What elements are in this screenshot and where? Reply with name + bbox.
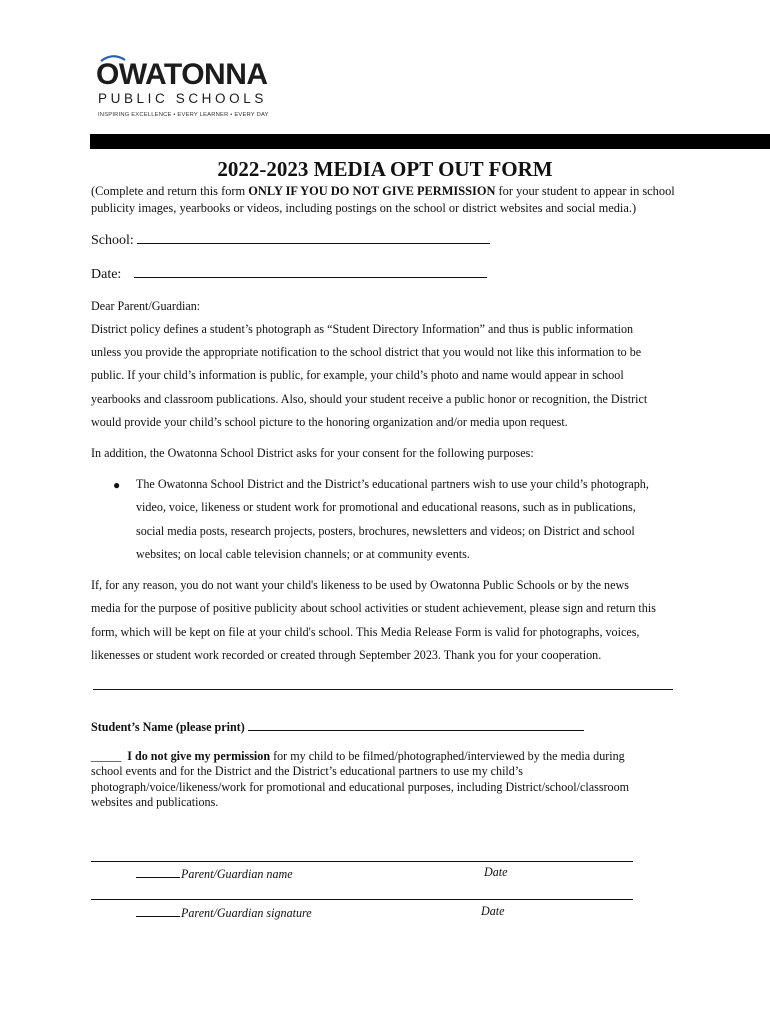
permission-line: photograph/voice/likeness/work for promotional and educational purposes, including District/school/classroom (91, 780, 630, 794)
permission-emphasis: I do not give my permission (127, 749, 271, 763)
guardian-signature-blank (136, 904, 180, 917)
form-intro: (Complete and return this form ONLY IF YOU DO NOT GIVE PERMISSION for your student to appear in school publicity images, yearbooks or videos, including postings on the school or district websites and social media.) (91, 184, 675, 215)
guardian-signature-caption: Parent/Guardian signature (136, 904, 312, 921)
guardian-name-caption: Parent/Guardian name (136, 865, 293, 882)
student-name-input-line[interactable] (248, 717, 584, 731)
school-label: School: (91, 233, 134, 248)
header-bar (90, 134, 770, 149)
release-line: form, which will be kept on file at your child's school. This Media Release Form is valid for photographs, voices, (91, 625, 640, 639)
salutation: Dear Parent/Guardian: (91, 299, 201, 313)
policy-line: would provide your child’s school picture to the honoring organization and/or media upon request. (91, 415, 568, 429)
guardian-name-blank (136, 865, 180, 878)
guardian-signature-line[interactable] (91, 899, 633, 900)
form-title: 2022-2023 MEDIA OPT OUT FORM (217, 157, 553, 181)
policy-line: District policy defines a student’s photograph as “Student Directory Information” and thus is public information (91, 322, 634, 336)
bullet-line: social media posts, research projects, posters, brochures, newsletters and videos; on District and school (136, 524, 635, 538)
permission-line: school events and for the District and the District’s educational partners to use my child’s (91, 764, 523, 778)
logo-subtitle: PUBLIC SCHOOLS (98, 91, 267, 106)
logo-name: OWATONNA (96, 58, 268, 91)
policy-line: yearbooks and classroom publications. Also, should your student receive a public honor or recognition, the District (91, 392, 648, 406)
bullet-line: The Owatonna School District and the District’s educational partners wish to use your child’s photograph, (136, 477, 649, 491)
release-line: If, for any reason, you do not want your child's likeness to be used by Owatonna Public Schools or by the news (91, 578, 629, 592)
date-input-line[interactable] (134, 264, 487, 278)
guardian-name-date-caption: Date (484, 865, 508, 879)
permission-line: websites and publications. (91, 795, 219, 809)
consent-intro: In addition, the Owatonna School District asks for your consent for the following purposes: (91, 446, 534, 460)
school-field[interactable] (91, 230, 490, 249)
date-field[interactable] (91, 264, 487, 283)
district-logo (96, 54, 296, 124)
release-line: likenesses or student work recorded or created through September 2023. Thank you for your cooperation. (91, 648, 602, 662)
student-name-field[interactable] (91, 717, 691, 735)
policy-line: unless you provide the appropriate notification to the school district that you would not like this information to be (91, 345, 642, 359)
bullet-line: websites; on local cable television channels; or at community events. (136, 547, 470, 561)
logo-tagline: INSPIRING EXCELLENCE • EVERY LEARNER • EVERY DAY (98, 112, 269, 118)
student-name-label: Student’s Name (please print) (91, 720, 245, 734)
permission-checkbox-blank[interactable]: _____ (91, 749, 122, 763)
release-line: media for the purpose of positive publicity about school activities or student achievement, please sign and return this (91, 601, 656, 615)
guardian-name-line[interactable] (91, 861, 633, 862)
school-input-line[interactable] (137, 230, 490, 244)
permission-line: _____ I do not give my permission for my child to be filmed/photographed/interviewed by the media during (91, 749, 625, 763)
bullet-icon: ● (113, 478, 121, 492)
section-divider (93, 689, 673, 690)
guardian-signature-date-caption: Date (481, 904, 505, 918)
bullet-line: video, voice, likeness or student work for promotional and educational reasons, such as in publications, (136, 500, 636, 514)
policy-line: public. If your child’s information is public, for example, your child’s photo and name would appear in school (91, 368, 624, 382)
date-label: Date: (91, 267, 122, 282)
intro-emphasis: ONLY IF YOU DO NOT GIVE PERMISSION (248, 184, 496, 198)
